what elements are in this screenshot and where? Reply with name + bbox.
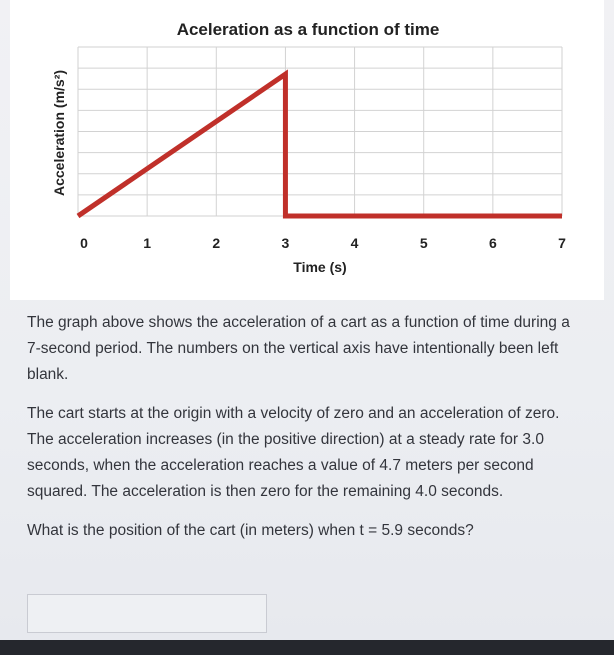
problem-text [27, 310, 587, 557]
chart-card [10, 0, 604, 300]
x-tick-labels [80, 235, 566, 251]
screen-bezel [0, 640, 614, 655]
y-axis-label: Acceleration (m/s²) [51, 69, 67, 197]
grid [78, 47, 562, 216]
x-tick-label: 4 [350, 235, 359, 251]
question-text: What is the position of the cart (in meters) when t = 5.9 seconds? [27, 522, 474, 539]
x-tick-label: 6 [488, 235, 497, 251]
paragraph-description: The graph above shows the acceleration of a cart as a function of time during a 7-second period. The numbers on the vertical axis have intentionally been left blank. [27, 314, 570, 383]
x-tick-label: 2 [212, 235, 221, 251]
paragraph-conditions: The cart starts at the origin with a velocity of zero and an acceleration of zero. The acceleration increases (in the positive direction) at a steady rate for 3.0 seconds, when the acceleration reaches a value of 4.7 meters per second squared. The acceleration is then zero for the remaining 4.0 seconds. [27, 405, 560, 500]
x-tick-label: 3 [281, 235, 290, 251]
answer-input[interactable] [27, 594, 267, 633]
x-tick-label: 1 [143, 235, 152, 251]
acceleration-chart [10, 0, 604, 300]
x-axis-label: Time (s) [293, 259, 347, 275]
x-tick-label: 5 [419, 235, 428, 251]
x-tick-label: 0 [80, 235, 88, 251]
x-tick-label: 7 [558, 235, 566, 251]
chart-title: Aceleration as a function of time [176, 20, 440, 39]
